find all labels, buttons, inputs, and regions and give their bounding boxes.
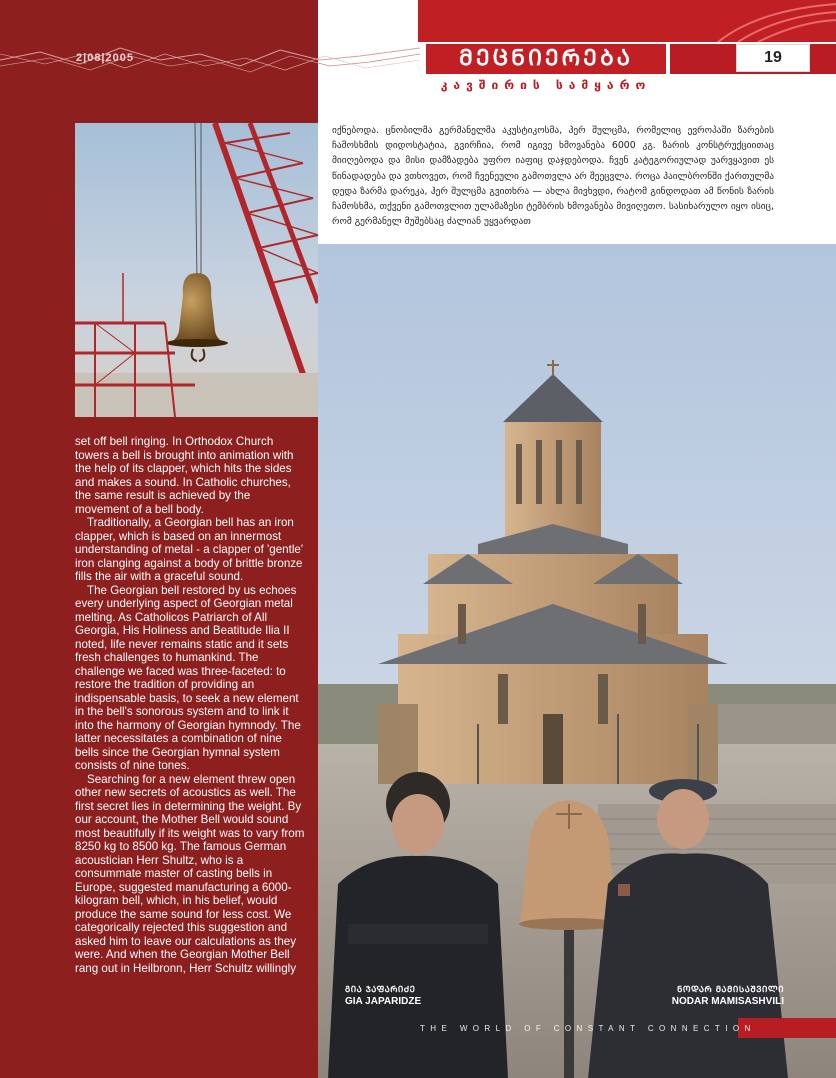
caption-gia-japaridze — [345, 985, 421, 1007]
logo-top-band — [418, 0, 836, 42]
bell-crane-photo — [75, 123, 318, 417]
caption-right-georgian: ᲜᲝᲓᲐᲠ ᲛᲐᲛᲘᲡᲐᲨᲕᲘᲚᲘ — [676, 985, 784, 995]
caption-left-english: GIA JAPARIDZE — [345, 996, 422, 1007]
issue-date: 2|08|2005 — [76, 52, 134, 64]
article-body — [75, 435, 307, 975]
logo-subtitle: კავშირის სამყარო — [440, 78, 652, 92]
caption-right-english: NODAR MAMISASHVILI — [671, 996, 784, 1007]
georgian-paragraph: იქნებოდა. ცნობილმა გერმანელმა აკუსტიკოსმა, ჰერ შულცმა, რომელიც ევროპაში ზარების ჩამოსხმის დიდოსტატია, გვირჩია, რომ იგივე ხმოვანება 6000 კგ. ზარის კონსტრუქციითაც მიიღებოდა და მისი დამზადება უფრო იაფიც დაჯდებოდა. ჩვენ კატეგორიულად უარვყავით ეს წინადადება და ვთხოვეთ, რომ ჩვენეული გამოთვლა არ შეეცვლა. როცა ჰაილბრონში ქართულმა დედა ზარმა დარეკა, ჰერ შულცმა გვითხრა — ახლა მივხვდი, რატომ გინდოდათ ამ წონის ზარის ჩამოსხმა, თქვენი გამოთვლით ულამაზესი ტემბრის ხმოვანება მივიღეთო. სასიხარულო იყო ისიც, რომ გერმანელ მუშებსაც ძალიან უყვარდათ — [332, 125, 774, 228]
caption-nodar-mamisashvili — [666, 985, 784, 1007]
article-paragraph: set off bell ringing. In Orthodox Church towers a bell is brought into animation with the help of its clapper, which hits the sides and makes a sound. In Catholic churches, the same result is achieved by the movement of a bell body. — [75, 435, 294, 516]
footer-tagline: THE WORLD OF CONSTANT CONNECTION — [420, 1024, 756, 1033]
article-paragraph: Traditionally, a Georgian bell has an iron clapper, which is based on an innermost understanding of metal - a clapper of 'gentle' iron clanging against a body of brittle bronze fills the air with a graceful sound. — [75, 516, 304, 583]
article-paragraph: Searching for a new element threw open other new secrets of acoustics as well. The first secret lies in determining the weight. By our account, the Mother Bell would sound most beautifully if its weight was to vary from 8250 kg to 8500 kg. The famous German acoustician Herr Shultz, who is a consummate master of casting bells in Europe, suggested manufacturing a 6000-kilogram bell, which, in his belief, would produce the same sound for less cost. We categorically rejected this suggestion and asked him to leave our calculations as they were. And when the Georgian Mother Bell rang out in Heilbronn, Herr Schultz willingly — [75, 772, 305, 975]
article-paragraph: The Georgian bell restored by us echoes every underlying aspect of Georgian metal melting. As Catholicos Patriarch of All Georgia, His Holiness and Beatitude Ilia II noted, life never remains static and it sets fresh challenges to humankind. The challenge we faced was three-faceted: to restore the tradition of providing an indispensable basis, to seek a new element in the bell's sonorous system and to link it into the harmony of Georgian hymnody. The latter necessitates a combination of nine bells since the Georgian hymnal system consists of nine tones. — [75, 583, 301, 772]
page-number: 19 — [736, 44, 810, 72]
caption-left-georgian: ᲒᲘᲐ ᲯᲐᲤᲐᲠᲘᲫᲔ — [345, 985, 416, 995]
header-decorative-lines — [0, 30, 420, 90]
logo-title: ᲛᲔᲪᲜᲘᲔᲠᲔᲑᲐ — [426, 44, 666, 74]
cathedral-photo — [318, 244, 836, 1078]
